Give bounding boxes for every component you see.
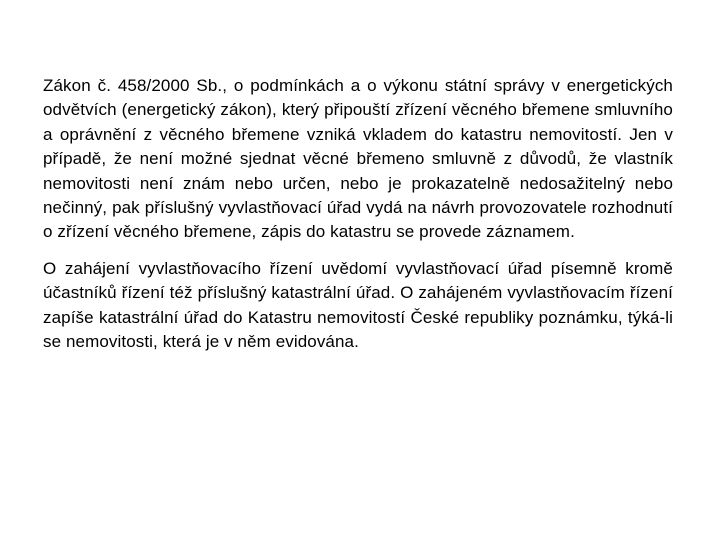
paragraph-easement-law: Zákon č. 458/2000 Sb., o podmínkách a o výkonu státní správy v energetických odvětvích (energetický zákon), který připouští zřízení věcného břemene smluvního a oprávnění z věcného břemene vzniká vkladem do katastru nemovitostí. Jen v případě, že není možné sjednat věcné břemeno smluvně z důvodů, že vlastník nemovitosti není znám nebo určen, nebo je prokazatelně nedosažitelný nebo nečinný, pak příslušný vyvlastňovací úřad vydá na návrh provozovatele rozhodnutí o zřízení věcného břemene, zápis do katastru se provede záznamem. — [43, 76, 673, 242]
text-body — [43, 74, 673, 354]
paragraph-expropriation-notice: O zahájení vyvlastňovacího řízení uvědomí vyvlastňovací úřad písemně kromě účastníků řízení též příslušný katastrální úřad. O zahájeném vyvlastňovacím řízení zapíše katastrální úřad do Katastru nemovitostí České republiky poznámku, týká-li se nemovitosti, která je v něm evidována. — [43, 258, 673, 352]
